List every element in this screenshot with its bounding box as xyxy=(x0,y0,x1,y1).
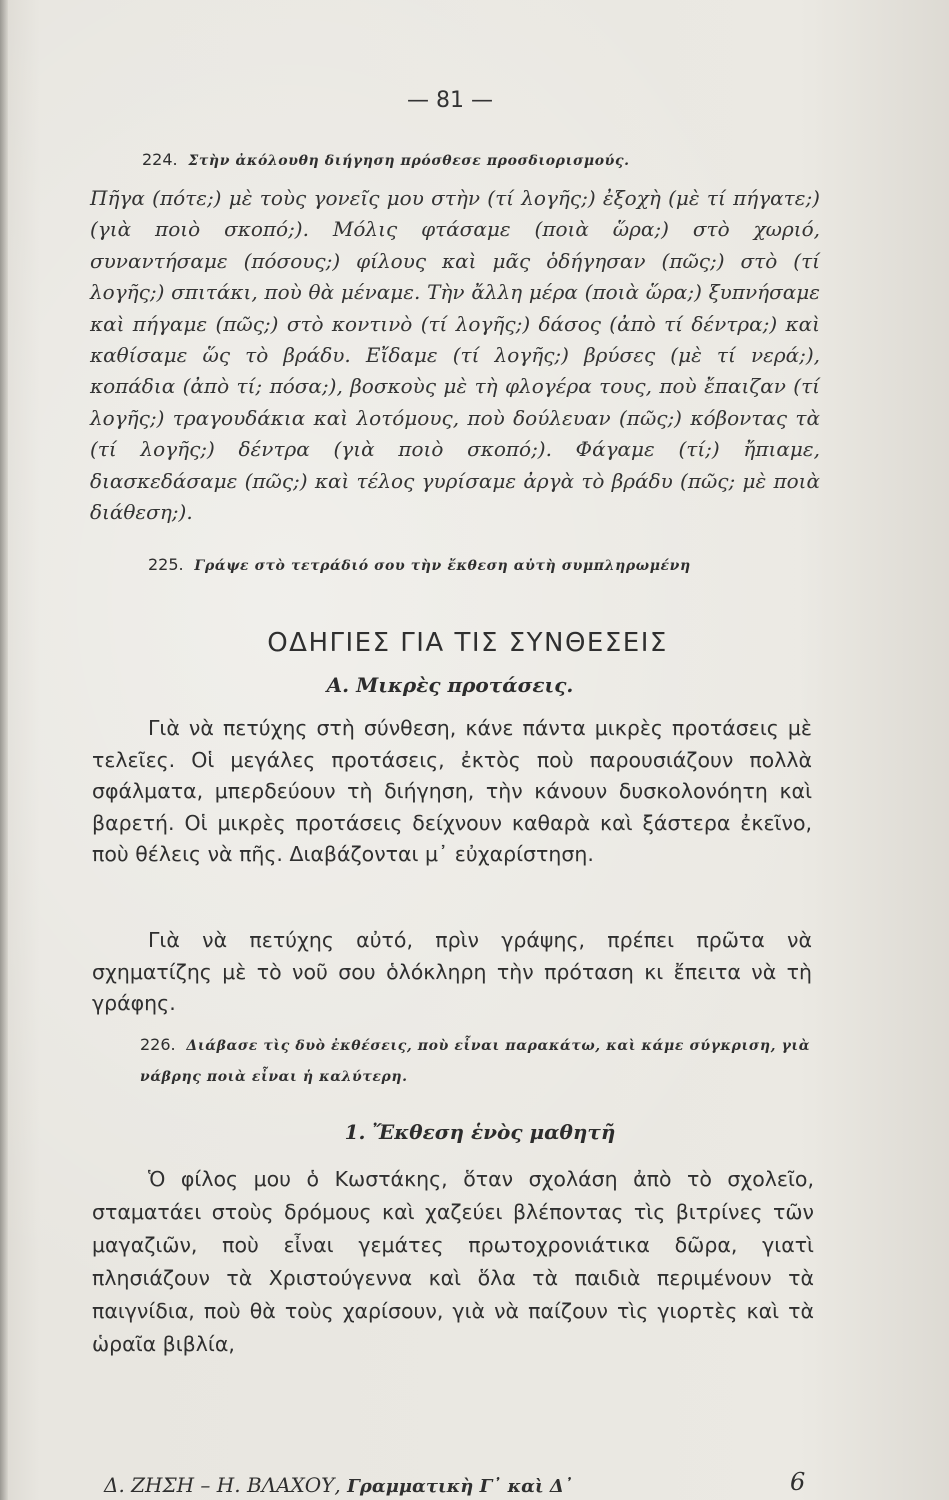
exercise-instruction: Γράψε στὸ τετράδιό σου τὴν ἔκθεση αὐτὴ συμπληρωμένη xyxy=(194,558,691,574)
essay-text: Ὁ φίλος μου ὁ Κωστάκης, ὅταν σχολάση ἀπὸ τὸ σχολεῖο, σταματάει στοὺς δρόμους καὶ χαζεύει βλέποντας τὶς βιτρίνες τῶν μαγαζιῶν, ποὺ εἶναι γεμάτες πρωτοχρονιάτικα δῶρα, γιατὶ πλησιάζουν τὰ Χριστούγεννα καὶ ὅλα τὰ παιδιὰ περιμένουν τὰ παιγνίδια, ποὺ θὰ τοὺς χαρίσουν, γιὰ νὰ παίζουν τὶς γιορτὲς καὶ τὰ ὡραῖα βιβλία, xyxy=(92,1167,814,1356)
footer-book-title: Γραμματικὴ Γ᾿ καὶ Δ᾿ xyxy=(347,1476,573,1497)
exercise-instruction: Διάβασε τὶς δυὸ ἐκθέσεις, ποὺ εἶναι παρακάτω, καὶ κάμε σύγκριση, γιὰ νάβρης ποιὰ εἶναι ἡ καλύτερη. xyxy=(140,1038,811,1085)
exercise-224-text: Πῆγα (πότε;) μὲ τοὺς γονεῖς μου στὴν (τί λογῆς;) ἐξοχὴ (μὲ τί πήγατε;) (γιὰ ποιὸ σκοπό;). Μόλις φτάσαμε (ποιὰ ὥρα;) στὸ χωριό, συναντήσαμε (πόσους;) φίλους καὶ μᾶς ὁδήγησαν (πῶς;) στὸ (τί λογῆς;) σπιτάκι, ποὺ θὰ μέναμε. Τὴν ἄλλη μέρα (ποιὰ ὥρα;) ξυπνήσαμε καὶ πήγαμε (πῶς;) στὸ κοντινὸ (τί λογῆς;) δάσος (ἀπὸ τί δέντρα;) καὶ καθίσαμε ὥς τὸ βράδυ. Εἴδαμε (τί λογῆς;) βρύσες (μὲ τί νερά;), κοπάδια (ἀπὸ τί; πόσα;), βοσκοὺς μὲ τὴ φλογέρα τους, ποὺ ἔπαιζαν (τί λογῆς;) τραγουδάκια καὶ λοτόμους, ποὺ δούλευαν (πῶς;) κόβοντας τὰ (τί λογῆς;) δέντρα (γιὰ ποιὸ σκοπό;). Φάγαμε (τί;) ἤπιαμε, διασκεδάσαμε (πῶς;) καὶ τέλος γυρίσαμε ἀργὰ τὸ βράδυ (πῶς; μὲ ποιὰ διάθεση;). xyxy=(90,186,820,525)
footer-citation xyxy=(104,1473,824,1497)
signature-number: 6 xyxy=(790,1468,806,1496)
exercise-number: 226. xyxy=(140,1035,176,1054)
footer-authors: Δ. ΖΗΣΗ – Η. ΒΛΑΧΟΥ, xyxy=(104,1473,341,1497)
page-number: — 81 — xyxy=(407,88,493,113)
essay-title: 1. Ἔκθεση ἑνὸς μαθητῆ xyxy=(344,1120,616,1144)
exercise-224-header xyxy=(142,150,842,169)
guideline-paragraph-1: Γιὰ νὰ πετύχης στὴ σύνθεση, κάνε πάντα μικρὲς προτάσεις μὲ τελεῖες. Οἱ μεγάλες προτάσεις, ἐκτὸς ποὺ παρουσιάζουν πολλὰ σφάλματα, μπερδεύουν τὴ διήγηση, τὴν κάνουν δυσκολονόητη καὶ βαρετή. Οἱ μικρὲς προτάσεις δείχνουν καθαρὰ καὶ ξάστερα ἐκεῖνο, ποὺ θέλεις νὰ πῆς. Διαβάζονται μ᾿ εὐχαρίστηση. xyxy=(92,716,812,866)
exercise-226-header xyxy=(140,1030,820,1092)
guideline-paragraph-2: Γιὰ νὰ πετύχης αὐτό, πρὶν γράψης, πρέπει πρῶτα νὰ σχηματίζης μὲ τὸ νοῦ σου ὁλόκληρη τὴν πρόταση κι ἔπειτα νὰ τὴ γράφης. xyxy=(92,928,812,1015)
section-heading: ΟΔΗΓΙΕΣ ΓΙΑ ΤΙΣ ΣΥΝΘΕΣΕΙΣ xyxy=(267,628,668,658)
exercise-number: 225. xyxy=(148,555,184,574)
exercise-225-header xyxy=(148,555,868,574)
page-edge xyxy=(0,0,8,1500)
exercise-number: 224. xyxy=(142,150,178,169)
exercise-instruction: Στὴν ἀκόλουθη διήγηση πρόσθεσε προσδιορισμούς. xyxy=(188,153,630,169)
section-subheading: Α. Μικρὲς προτάσεις. xyxy=(326,673,574,697)
